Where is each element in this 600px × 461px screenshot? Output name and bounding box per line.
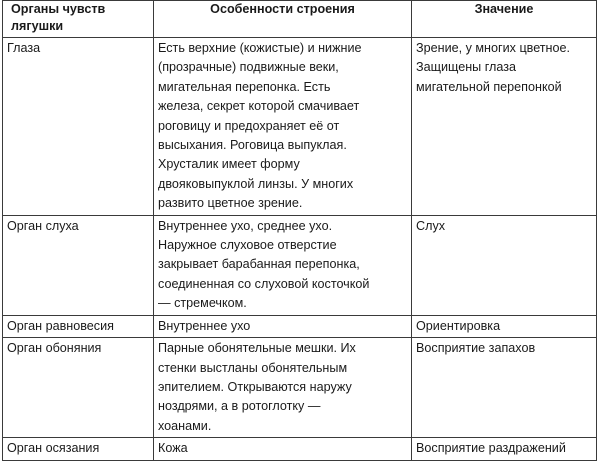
header-features: Особенности строения <box>154 1 412 38</box>
features-cell: Внутреннее ухо <box>154 315 412 337</box>
frog-senses-table <box>2 0 597 461</box>
organ-cell: Орган слуха <box>3 215 154 315</box>
meaning-cell: Восприятие запахов <box>412 338 597 438</box>
organ-cell: Орган равновесия <box>3 315 154 337</box>
meaning-cell: Слух <box>412 215 597 315</box>
features-cell: Есть верхние (кожистые) и нижние (прозрачные) подвижные веки, мигательная перепонка. Есть железа, секрет которой смачивает роговицу и предохраняет её от высыхания. Роговица выпуклая. Хрусталик имеет форму двояковыпуклой линзы. У многих развито цветное зрение. <box>154 38 412 216</box>
meaning-cell: Восприятие раздражений <box>412 438 597 460</box>
header-meaning: Значение <box>412 1 597 38</box>
organ-cell: Орган обоняния <box>3 338 154 438</box>
meaning-cell: Ориентировка <box>412 315 597 337</box>
organ-cell: Глаза <box>3 38 154 216</box>
table-row <box>3 315 597 337</box>
table-header <box>3 1 597 38</box>
table-row <box>3 38 597 216</box>
features-cell: Кожа <box>154 438 412 460</box>
header-organ: Органы чувств лягушки <box>3 1 154 38</box>
table-body <box>3 38 597 461</box>
table-row <box>3 438 597 460</box>
header-row <box>3 1 597 38</box>
features-cell: Парные обонятельные мешки. Их стенки выстланы обонятельным эпителием. Открываются наружу ноздрями, а в ротоглотку — хоанами. <box>154 338 412 438</box>
table-row <box>3 215 597 315</box>
organ-cell: Орган осязания <box>3 438 154 460</box>
table-row <box>3 338 597 438</box>
features-cell: Внутреннее ухо, среднее ухо. Наружное слуховое отверстие закрывает барабанная перепонка, соединенная со слуховой косточкой — стремечком. <box>154 215 412 315</box>
meaning-cell: Зрение, у многих цветное. Защищены глаза мигательной перепонкой <box>412 38 597 216</box>
